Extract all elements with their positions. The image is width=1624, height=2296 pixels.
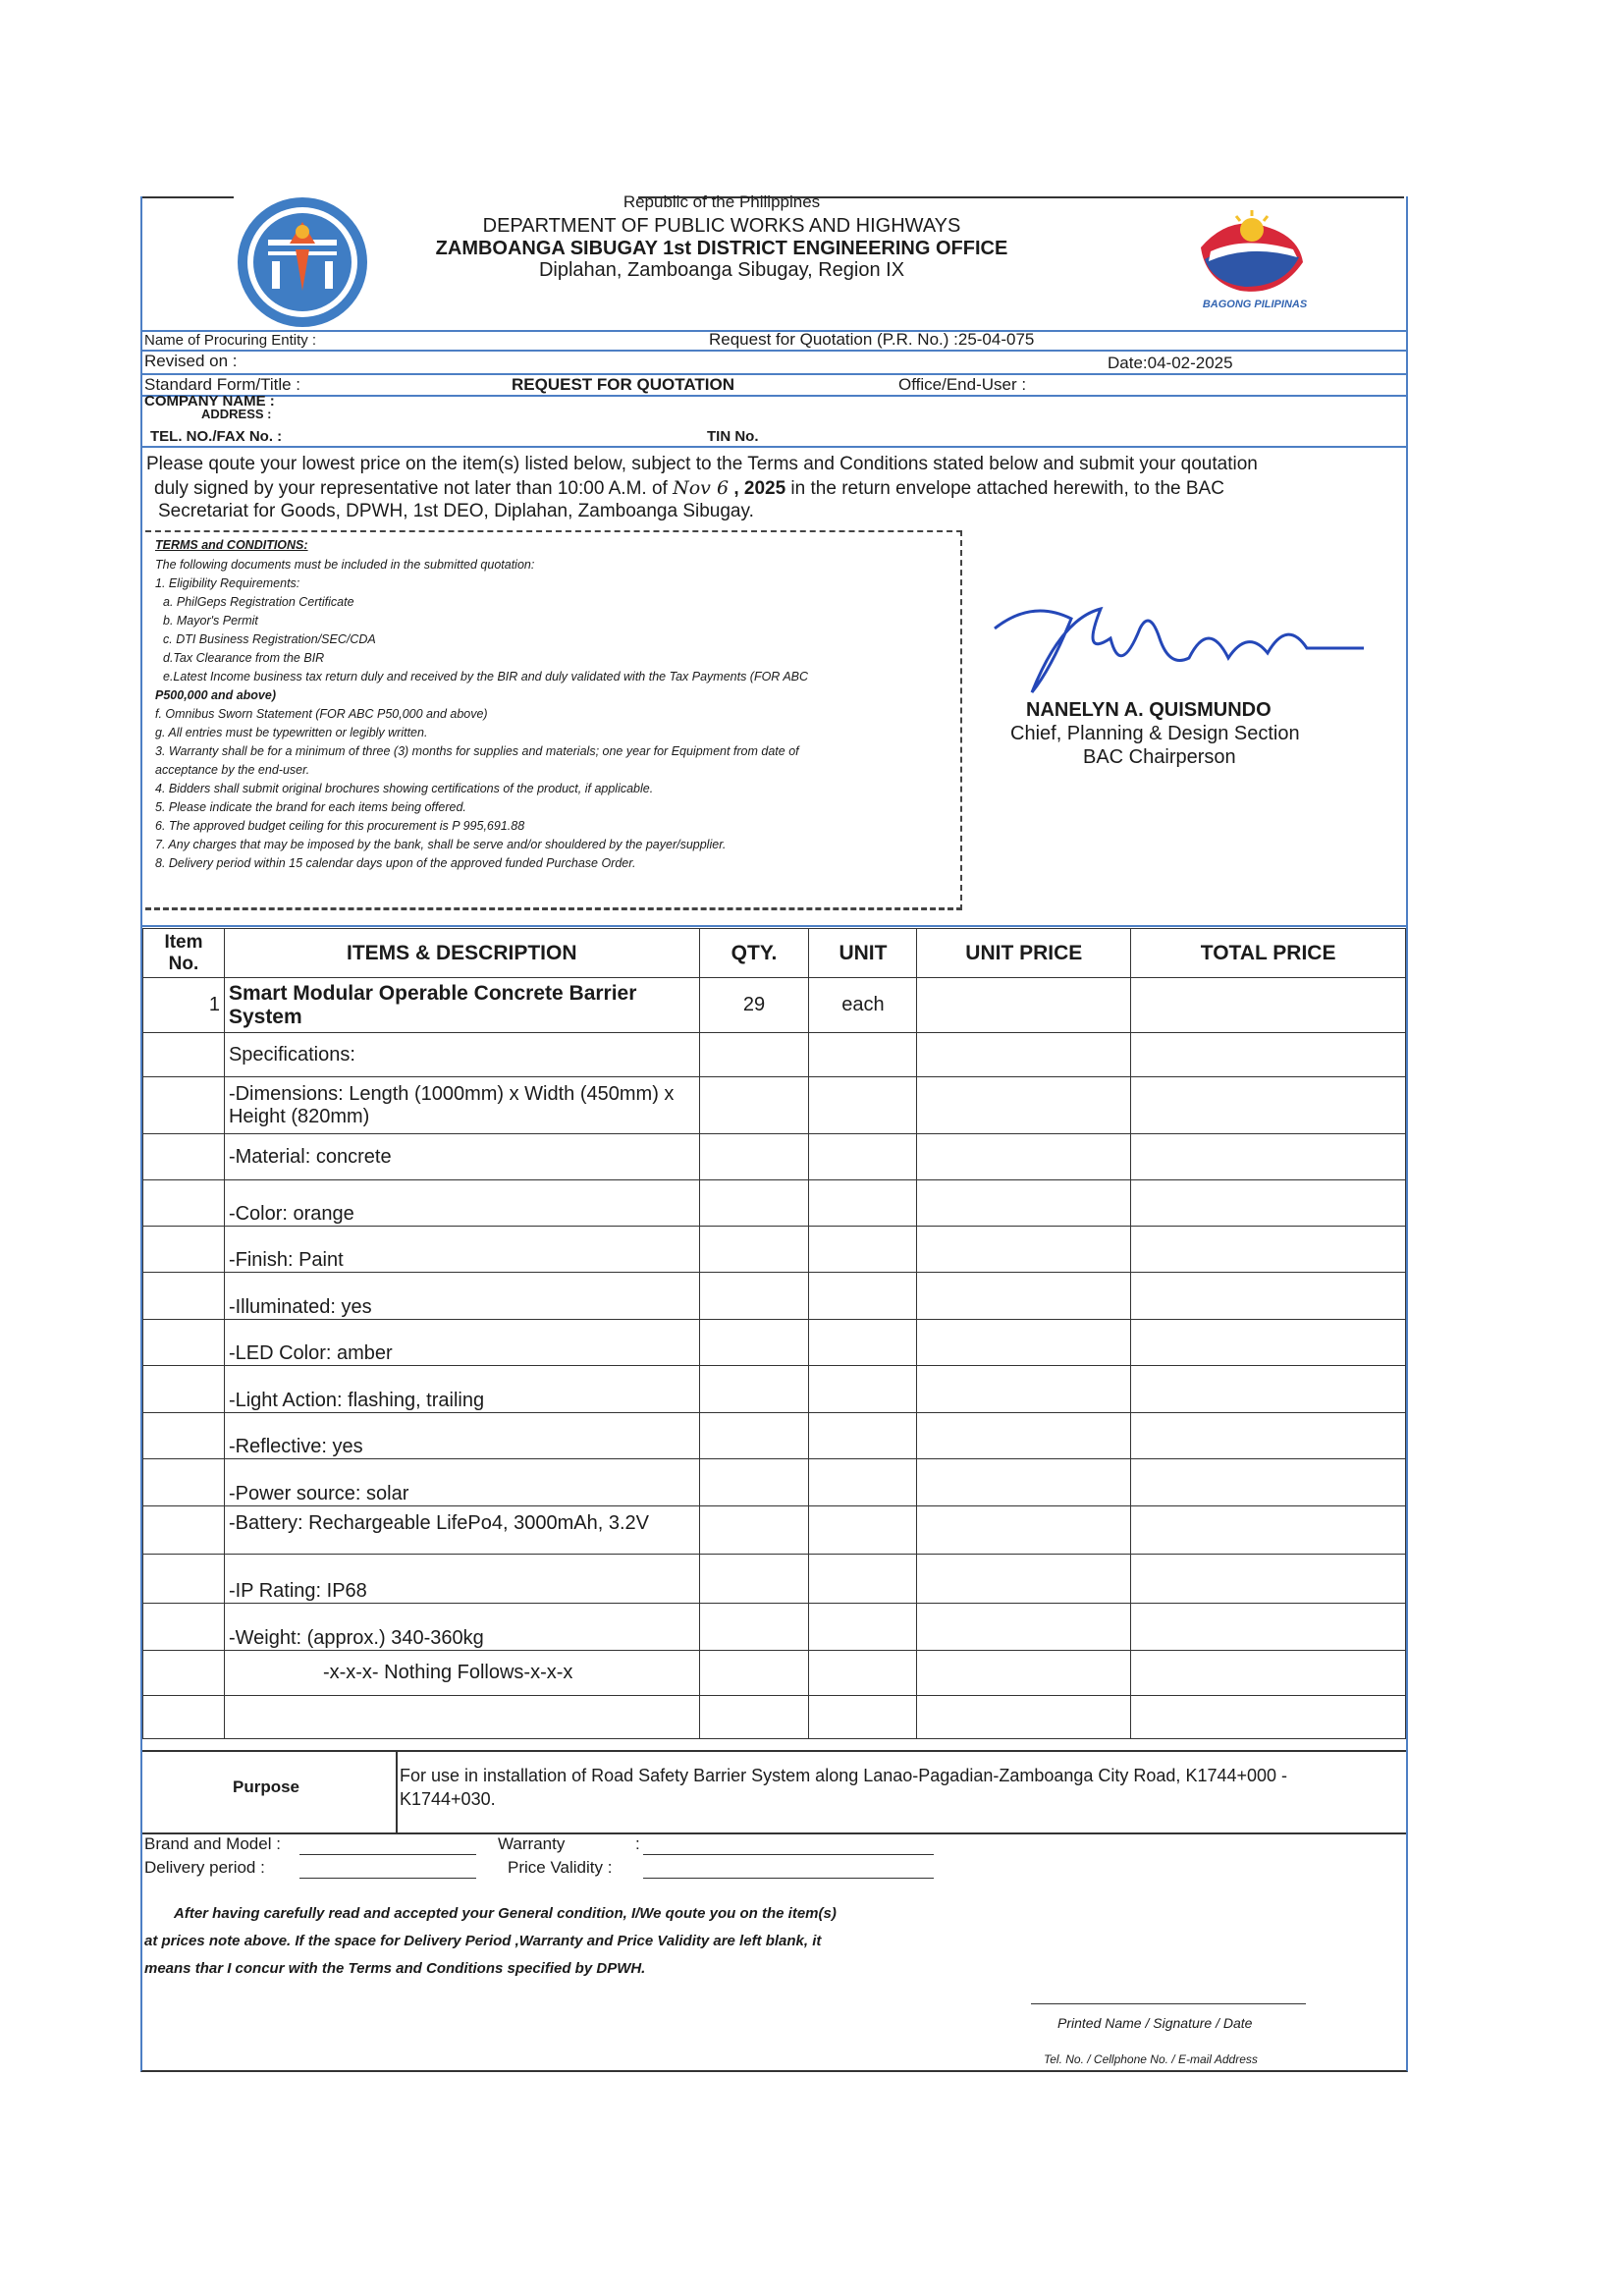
terms-line: b. Mayor's Permit [163, 614, 258, 628]
office-end-user-label: Office/End-User : [898, 375, 1027, 394]
table-row [143, 1077, 1406, 1134]
warranty-colon: : [635, 1834, 640, 1853]
spec-line: -Weight: (approx.) 340-360kg [224, 1604, 699, 1651]
table-row [143, 1604, 1406, 1651]
signatory-name: NANELYN A. QUISMUNDO [1026, 699, 1272, 721]
rfq-form [140, 192, 1408, 2072]
price-validity-label: Price Validity : [508, 1858, 613, 1877]
spec-line: -Power source: solar [224, 1459, 699, 1506]
col-qty: QTY. [699, 929, 809, 978]
table-row [143, 1413, 1406, 1459]
terms-line: e.Latest Income business tax return duly and received by the BIR and duly validated with the Tax Payments (FOR ABC [163, 670, 809, 683]
item-qty: 29 [699, 978, 809, 1033]
table-row [143, 978, 1406, 1033]
tel-fax-label: TEL. NO./FAX No. : [150, 428, 283, 445]
rule-2 [142, 350, 1406, 352]
office-name: ZAMBOANGA SIBUGAY 1st DISTRICT ENGINEERING OFFICE [435, 238, 1008, 259]
item-unit: each [809, 978, 917, 1033]
rule-3 [142, 373, 1406, 375]
nothing-follows: -x-x-x- Nothing Follows-x-x-x [224, 1651, 699, 1696]
spec-line: -Finish: Paint [224, 1227, 699, 1273]
table-row [143, 1180, 1406, 1227]
spec-line: -Light Action: flashing, trailing [224, 1366, 699, 1413]
signature-line[interactable] [1031, 2003, 1306, 2004]
terms-line: 5. Please indicate the brand for each items being offered. [155, 800, 466, 814]
items-table [142, 928, 1406, 1739]
standard-form-label: Standard Form/Title : [144, 375, 301, 394]
table-row [143, 1459, 1406, 1506]
purpose-divider [396, 1752, 398, 1832]
terms-line: 7. Any charges that may be imposed by the bank, shall be serve and/or shouldered by the payer/supplier. [155, 838, 727, 851]
table-row [143, 1273, 1406, 1320]
terms-line: c. DTI Business Registration/SEC/CDA [163, 632, 376, 646]
bagong-pilipinas-logo [1191, 208, 1313, 316]
purpose-text: For use in installation of Road Safety Barrier System along Lanao-Pagadian-Zamboanga City Road, K1744+000 - K1744+030. [400, 1766, 1288, 1809]
terms-line: The following documents must be included in the submitted quotation: [155, 558, 535, 572]
spec-line: -Illuminated: yes [224, 1273, 699, 1320]
acceptance-line-3: means thar I concur with the Terms and Conditions specified by DPWH. [144, 1960, 646, 1977]
terms-line: d.Tax Clearance from the BIR [163, 651, 325, 665]
instructions-line-3: Secretariat for Goods, DPWH, 1st DEO, Diplahan, Zamboanga Sibugay. [158, 501, 754, 521]
instructions-line-2c: in the return envelope attached herewith, to the BAC [785, 478, 1224, 499]
address-label: ADDRESS : [201, 407, 272, 421]
terms-line: 4. Bidders shall submit original brochures showing certifications of the product, if applicable. [155, 782, 654, 795]
dpwh-logo [233, 192, 372, 332]
acceptance-line-2: at prices note above. If the space for Delivery Period ,Warranty and Price Validity are left blank, it [144, 1933, 822, 1949]
instructions-line-1: Please qoute your lowest price on the item(s) listed below, subject to the Terms and Conditions stated below and submit your qoutation [146, 454, 1258, 474]
purpose-label: Purpose [233, 1777, 300, 1796]
item-number: 1 [143, 978, 225, 1033]
rfq-number: Request for Quotation (P.R. No.) :25-04-075 [709, 330, 1035, 349]
table-row [143, 1696, 1406, 1739]
table-row [143, 1033, 1406, 1077]
terms-line: 8. Delivery period within 15 calendar days upon of the approved funded Purchase Order. [155, 856, 636, 870]
terms-box [145, 530, 962, 910]
republic-text: Republic of the Philippines [623, 192, 821, 211]
brand-model-field[interactable] [299, 1854, 476, 1855]
printed-name-caption: Printed Name / Signature / Date [1057, 2015, 1253, 2031]
signatory-title: Chief, Planning & Design Section [1010, 723, 1300, 744]
delivery-period-field[interactable] [299, 1878, 476, 1879]
spec-line: -Battery: Rechargeable LifePo4, 3000mAh, 3.2V [224, 1506, 699, 1555]
spec-line: -Dimensions: Length (1000mm) x Width (450mm) x Height (820mm) [224, 1077, 699, 1134]
terms-line: f. Omnibus Sworn Statement (FOR ABC P50,000 and above) [155, 707, 488, 721]
rule-table-top [142, 925, 1406, 927]
item-total-price[interactable] [1131, 978, 1406, 1033]
spec-line: -LED Color: amber [224, 1320, 699, 1366]
col-description: ITEMS & DESCRIPTION [224, 929, 699, 978]
bagong-pilipinas-text: BAGONG PILIPINAS [1202, 299, 1308, 310]
warranty-field[interactable] [643, 1854, 934, 1855]
rule-4 [142, 395, 1406, 397]
col-item-no: Item No. [143, 929, 225, 978]
spec-line: Specifications: [224, 1033, 699, 1077]
tin-label: TIN No. [707, 428, 759, 445]
signature-scribble [993, 599, 1366, 707]
office-address: Diplahan, Zamboanga Sibugay, Region IX [538, 259, 905, 281]
col-total-price: TOTAL PRICE [1131, 929, 1406, 978]
table-row [143, 1506, 1406, 1555]
signatory-role: BAC Chairperson [1083, 746, 1236, 768]
col-unit-price: UNIT PRICE [917, 929, 1131, 978]
instructions-line-2 [154, 477, 1224, 500]
terms-line: 3. Warranty shall be for a minimum of three (3) months for supplies and materials; one year for Equipment from date of [155, 744, 799, 758]
deadline-year: , 2025 [729, 478, 786, 499]
terms-line: 1. Eligibility Requirements: [155, 576, 300, 590]
form-title: REQUEST FOR QUOTATION [512, 375, 734, 394]
brand-model-label: Brand and Model : [144, 1834, 281, 1853]
company-name-label: COMPANY NAME : [144, 393, 275, 410]
spec-line [224, 1696, 699, 1739]
handwritten-date: Nov 6 [673, 477, 730, 499]
terms-heading: TERMS and CONDITIONS: [155, 538, 308, 552]
table-row [143, 1227, 1406, 1273]
delivery-period-label: Delivery period : [144, 1858, 265, 1877]
table-row [143, 1320, 1406, 1366]
rule-5 [142, 446, 1406, 448]
revised-label: Revised on : [144, 352, 238, 370]
spec-line: -Reflective: yes [224, 1413, 699, 1459]
table-row [143, 1555, 1406, 1604]
department-name: DEPARTMENT OF PUBLIC WORKS AND HIGHWAYS [482, 215, 961, 237]
rfq-date: Date:04-02-2025 [1108, 354, 1233, 372]
spec-line: -Color: orange [224, 1180, 699, 1227]
terms-line: a. PhilGeps Registration Certificate [163, 595, 354, 609]
table-row [143, 1134, 1406, 1180]
warranty-label: Warranty [498, 1834, 566, 1853]
col-unit: UNIT [809, 929, 917, 978]
contact-caption: Tel. No. / Cellphone No. / E-mail Address [1044, 2052, 1258, 2066]
spec-line: -IP Rating: IP68 [224, 1555, 699, 1604]
purpose-section [142, 1750, 1406, 1834]
table-row [143, 1366, 1406, 1413]
instructions-line-2a: duly signed by your representative not later than 10:00 A.M. of [154, 478, 674, 499]
procuring-entity-label: Name of Procuring Entity : [144, 332, 317, 349]
terms-line: acceptance by the end-user. [155, 763, 310, 777]
item-unit-price[interactable] [917, 978, 1131, 1033]
table-row [143, 1651, 1406, 1696]
acceptance-line-1: After having carefully read and accepted your General condition, I/We qoute you on the item(s) [174, 1905, 837, 1922]
terms-line: 6. The approved budget ceiling for this procurement is P 995,691.88 [155, 819, 525, 833]
item-name: Smart Modular Operable Concrete Barrier System [224, 978, 699, 1033]
spec-line: -Material: concrete [224, 1134, 699, 1180]
terms-line: P500,000 and above) [155, 688, 276, 702]
price-validity-field[interactable] [643, 1878, 934, 1879]
terms-line: g. All entries must be typewritten or legibly written. [155, 726, 428, 739]
